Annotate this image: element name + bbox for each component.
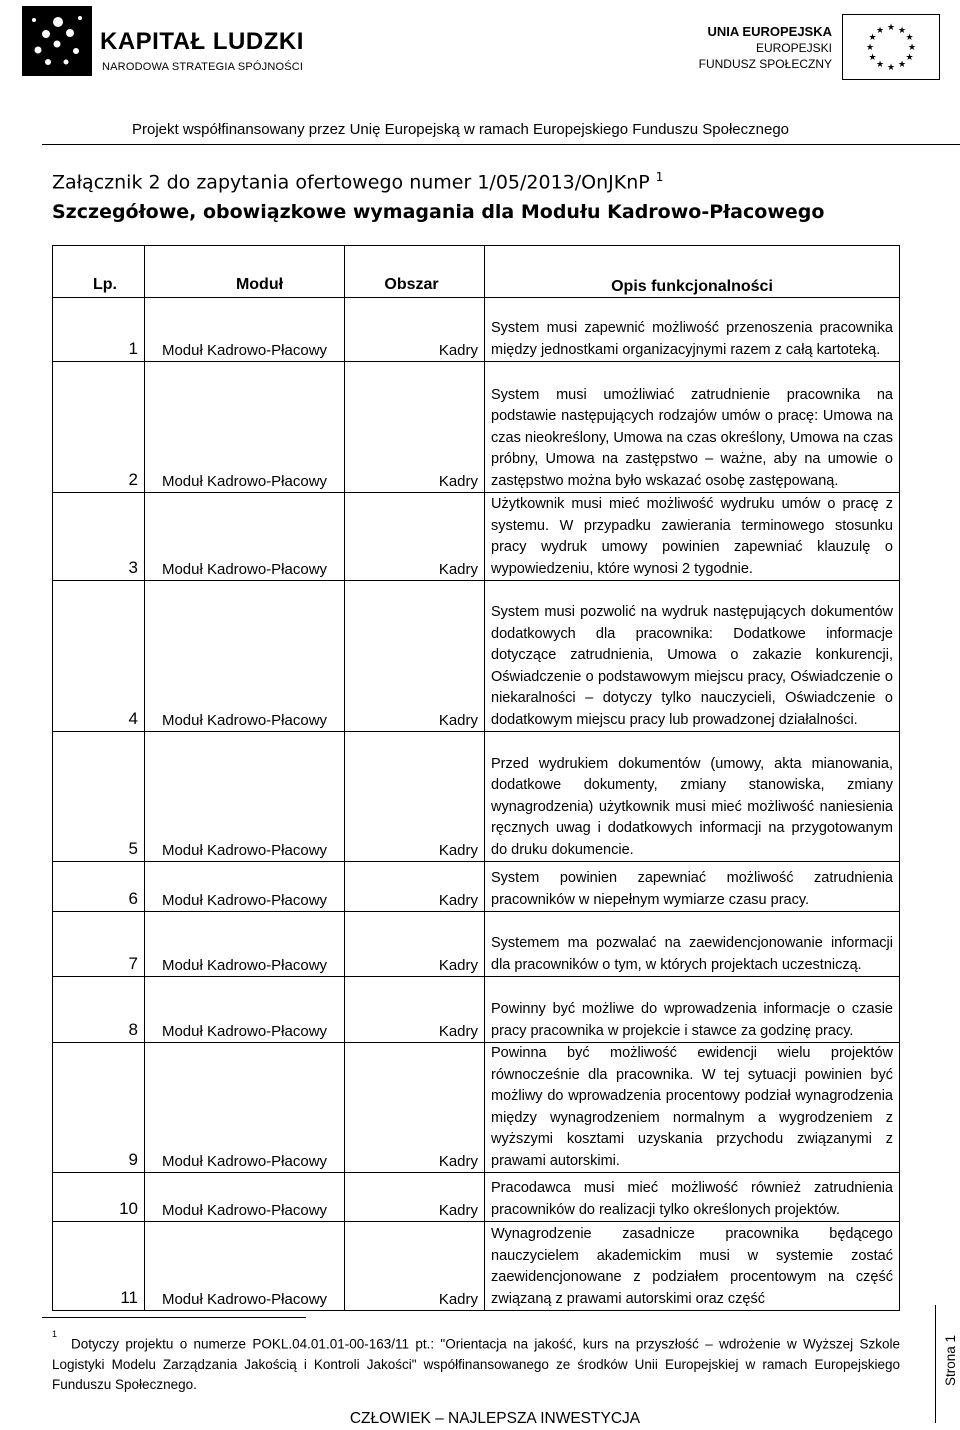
table-row — [53, 1222, 900, 1311]
svg-text:★: ★ — [907, 43, 917, 53]
project-cofinancing-line: Projekt współfinansowany przez Unię Europejską w ramach Europejskiego Funduszu Społecznego — [132, 121, 790, 138]
header-divider — [42, 144, 960, 145]
cell-opis: Pracodawca musi mieć możliwość również zatrudnienia pracowników do realizacji tylko określonych projektów. — [485, 1173, 900, 1222]
eu-logo — [700, 14, 940, 80]
header-lp: Lp. — [53, 246, 145, 298]
cell-modul: Moduł Kadrowo-Płacowy — [145, 1173, 345, 1222]
cell-obszar: Kadry — [345, 362, 485, 493]
svg-text:★: ★ — [868, 53, 877, 63]
requirements-table — [52, 245, 900, 1311]
cell-lp: 8 — [53, 977, 145, 1043]
cell-modul: Moduł Kadrowo-Płacowy — [145, 977, 345, 1043]
cell-lp: 1 — [53, 298, 145, 362]
table-row — [53, 362, 900, 493]
cell-opis: System musi pozwolić na wydruk następujących dokumentów dodatkowych dla pracownika: Dodatkowe informacje dotyczące zatrudnienia, Umowa o zakazie konkurencji, Oświadczenie o podstawowym miejscu pracy, Oświadczenie o niekaralności – dotyczy tylko nauczycieli, Oświadczenie o dodatkowym miejscu pracy lub prowadzonej działalności. — [485, 581, 900, 732]
table-row — [53, 977, 900, 1043]
kapital-ludzki-emblem-icon — [22, 6, 92, 76]
cell-obszar: Kadry — [345, 581, 485, 732]
cell-opis: System powinien zapewniać możliwość zatrudnienia pracowników w niepełnym wymiarze czasu pracy. — [485, 862, 900, 912]
document-title-text: Załącznik 2 do zapytania ofertowego numer 1/05/2013/OnJKnP — [52, 171, 650, 194]
cell-obszar: Kadry — [345, 977, 485, 1043]
table-row — [53, 912, 900, 977]
cell-obszar: Kadry — [345, 862, 485, 912]
logo-subtitle: NARODOWA STRATEGIA SPÓJNOŚCI — [102, 61, 304, 73]
eu-logo-text — [699, 24, 832, 72]
document-subtitle: Szczegółowe, obowiązkowe wymagania dla Modułu Kadrowo-Płacowego — [52, 201, 825, 223]
cell-opis: Powinny być możliwe do wprowadzenia informacje o czasie pracy pracownika w projekcie i stawce za godzinę pracy. — [485, 977, 900, 1043]
cell-modul: Moduł Kadrowo-Płacowy — [145, 732, 345, 862]
table-header-row — [53, 246, 900, 298]
cell-opis: Systemem ma pozwalać na zaewidencjonowanie informacji dla pracowników o tym, w których projektach uczestniczą. — [485, 912, 900, 977]
svg-text:★: ★ — [897, 26, 907, 36]
header-modul: Moduł — [145, 246, 345, 298]
svg-text:★: ★ — [875, 26, 885, 36]
svg-text:★: ★ — [886, 23, 896, 33]
eu-flag-icon — [842, 14, 940, 80]
svg-text:★: ★ — [865, 43, 875, 53]
cell-opis: Powinna być możliwość ewidencji wielu projektów równocześnie dla pracownika. W tej sytuacji powinien być możliwy do wprowadzenia procentowy podział wynagrodzenia między wynagrodzeniem normalnym a wygrodzeniem z wyższymi kosztami uzyskania przychodu związanymi z prawami autorskimi. — [485, 1043, 900, 1173]
header-opis: Opis funkcjonalności — [485, 246, 900, 298]
cell-obszar: Kadry — [345, 1222, 485, 1311]
eu-logo-line1: UNIA EUROPEJSKA — [707, 24, 832, 39]
cell-obszar: Kadry — [345, 732, 485, 862]
cell-lp: 5 — [53, 732, 145, 862]
cell-modul: Moduł Kadrowo-Płacowy — [145, 1222, 345, 1311]
cell-lp: 3 — [53, 493, 145, 581]
footnote — [52, 1330, 900, 1395]
cell-opis: Użytkownik musi mieć możliwość wydruku umów o pracę z systemu. W przypadku zawierania terminowego stosunku pracy wydruk umowy powinien zapewniać klauzulę o wypowiedzeniu, które wynosi 2 tygodnie. — [485, 493, 900, 581]
svg-text:★: ★ — [905, 53, 914, 63]
cell-lp: 10 — [53, 1173, 145, 1222]
cell-lp: 2 — [53, 362, 145, 493]
footnote-divider — [42, 1317, 306, 1318]
cell-opis: Wynagrodzenie zasadnicze pracownika będącego nauczycielem akademickim musi w systemie zostać zaewidencjonowane z podziałem procentowym na część związaną z prawami autorskimi oraz część — [485, 1222, 900, 1311]
cell-obszar: Kadry — [345, 298, 485, 362]
cell-lp: 9 — [53, 1043, 145, 1173]
table-row — [53, 581, 900, 732]
svg-text:★: ★ — [868, 33, 877, 43]
table-row — [53, 1043, 900, 1173]
footnote-ref: 1 — [52, 1329, 58, 1339]
cell-modul: Moduł Kadrowo-Płacowy — [145, 493, 345, 581]
cell-lp: 4 — [53, 581, 145, 732]
kapital-ludzki-logo — [22, 6, 312, 76]
table-row — [53, 862, 900, 912]
svg-text:★: ★ — [886, 63, 896, 73]
eu-logo-line2: EUROPEJSKI — [755, 41, 832, 55]
cell-modul: Moduł Kadrowo-Płacowy — [145, 1043, 345, 1173]
title-footnote-ref: 1 — [655, 170, 664, 184]
cell-obszar: Kadry — [345, 1173, 485, 1222]
cell-modul: Moduł Kadrowo-Płacowy — [145, 298, 345, 362]
footer-slogan: CZŁOWIEK – NAJLEPSZA INWESTYCJA — [349, 1410, 641, 1427]
footnote-text: Dotyczy projektu o numerze POKL.04.01.01-00-163/11 pt.: "Orientacja na jakość, kurs na przyszłość – wdrożenie w Wyższej Szkole Logistyki Modelu Zarządzania Jakością i Kontroli Jakości" współfinansowanego ze środków Unii Europejskiej w ramach Europejskiego Funduszu Społecznego. — [52, 1336, 900, 1392]
cell-opis: System musi zapewnić możliwość przenoszenia pracownika między jednostkami organizacyjnymi razem z całą kartoteką. — [485, 298, 900, 362]
eu-logo-line3: FUNDUSZ SPOŁECZNY — [698, 57, 832, 71]
document-title — [52, 170, 663, 193]
svg-text:★: ★ — [897, 60, 907, 70]
page-number: Strona 1 — [943, 1334, 958, 1386]
svg-text:★: ★ — [875, 60, 885, 70]
cell-modul: Moduł Kadrowo-Płacowy — [145, 581, 345, 732]
cell-obszar: Kadry — [345, 493, 485, 581]
table-row — [53, 1173, 900, 1222]
cell-modul: Moduł Kadrowo-Płacowy — [145, 362, 345, 493]
svg-text:★: ★ — [905, 33, 914, 43]
cell-opis: Przed wydrukiem dokumentów (umowy, akta mianowania, dodatkowe dokumenty, zmiany stanowiska, zmiany wynagrodzenia) użytkownik musi mieć możliwość naniesienia ręcznych uwag i dodatkowych informacji na przygotowanym do druku dokumencie. — [485, 732, 900, 862]
cell-obszar: Kadry — [345, 1043, 485, 1173]
cell-lp: 11 — [53, 1222, 145, 1311]
table-row — [53, 732, 900, 862]
cell-opis: System musi umożliwiać zatrudnienie pracownika na podstawie następujących rodzajów umów o pracę: Umowa na czas nieokreślony, Umowa na czas określony, Umowa na czas próbny, Umowa na zastępstwo – ważne, aby na umowie o zastępstwo można było wskazać osobę zastępowaną. — [485, 362, 900, 493]
header-obszar: Obszar — [345, 246, 485, 298]
table-row — [53, 493, 900, 581]
cell-lp: 7 — [53, 912, 145, 977]
cell-modul: Moduł Kadrowo-Płacowy — [145, 862, 345, 912]
cell-obszar: Kadry — [345, 912, 485, 977]
cell-modul: Moduł Kadrowo-Płacowy — [145, 912, 345, 977]
table-row — [53, 298, 900, 362]
cell-lp: 6 — [53, 862, 145, 912]
logo-title: KAPITAŁ LUDZKI — [100, 28, 304, 55]
